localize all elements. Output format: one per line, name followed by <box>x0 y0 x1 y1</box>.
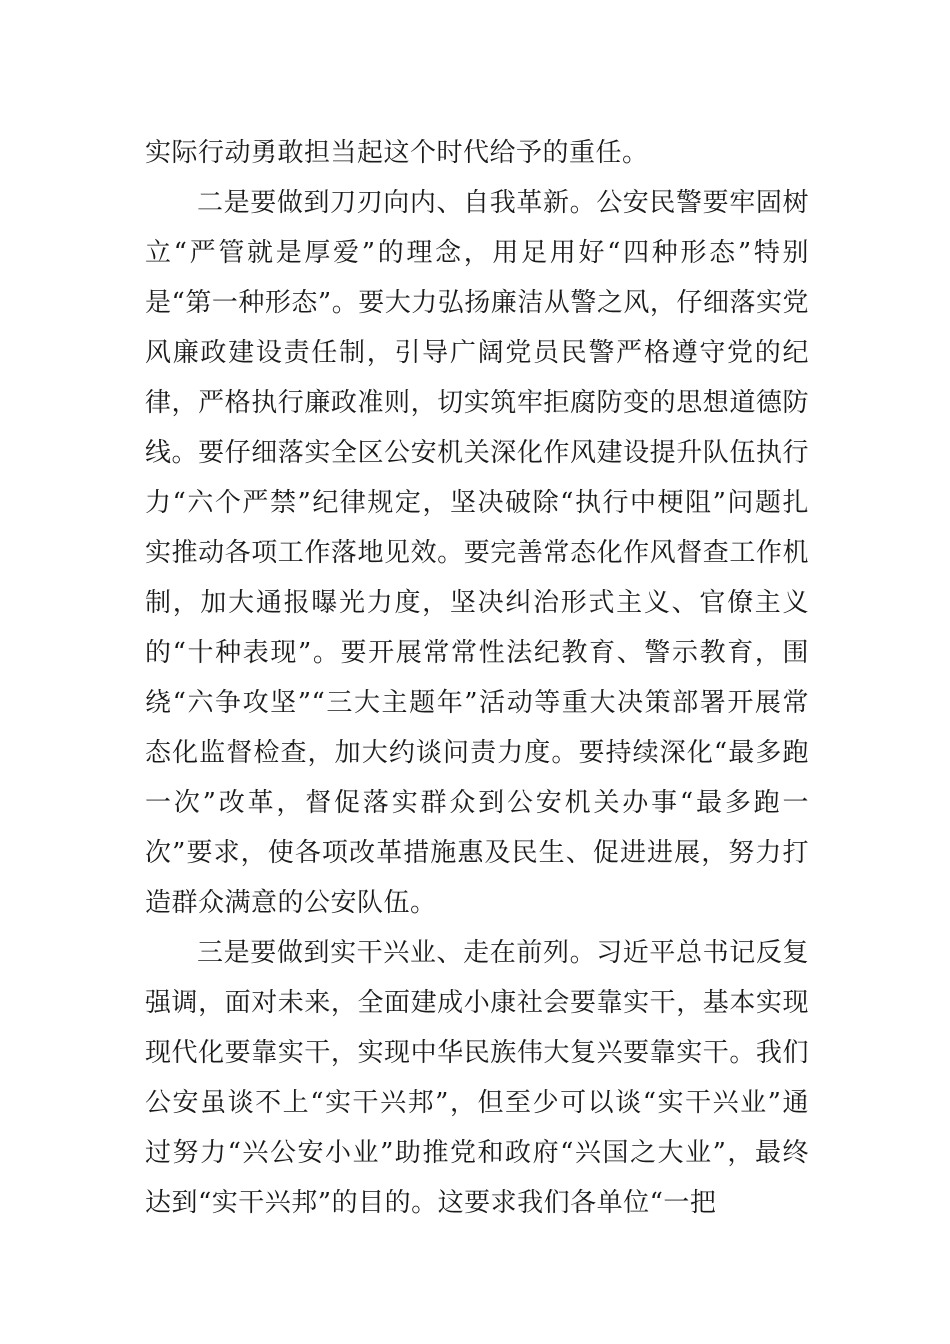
paragraph-continuation: 实际行动勇敢担当起这个时代给予的重任。 <box>145 138 649 168</box>
paragraph-second-point: 二是要做到刀刃向内、自我革新。公安民警要牢固树立“严管就是厚爱”的理念，用足用好“四种形态”特别是“第一种形态”。要大力弘扬廉洁从警之风，仔细落实党风廉政建设责任制，引导广阔党员民警严格遵守党的纪律，严格执行廉政准则，切实筑牢拒腐防变的思想道德防线。要仔细落实全区公安机关深化作风建设提升队伍执行力“六个严禁”纪律规定，坚决破除“执行中梗阻”问题扎实推动各项工作落地见效。要完善常态化作风督查工作机制，加大通报曝光力度，坚决纠治形式主义、官僚主义的“十种表现”。要开展常常性法纪教育、警示教育，围绕“六争攻坚”“三大主题年”活动等重大决策部署开展常态化监督检查，加大约谈问责力度。要持续深化“最多跑一次”改革，督促落实群众到公安机关办事“最多跑一次”要求，使各项改革措施惠及民生、促进进展，努力打造群众满意的公安队伍。 <box>145 188 809 918</box>
document-body <box>145 128 809 1228</box>
paragraph-third-point: 三是要做到实干兴业、走在前列。习近平总书记反复强调，面对未来，全面建成小康社会要靠实干，基本实现现代化要靠实干，实现中华民族伟大复兴要靠实干。我们公安虽谈不上“实干兴邦”，但至少可以谈“实干兴业”通过努力“兴公安小业”助推党和政府“兴国之大业”，最终达到“实干兴邦”的目的。这要求我们各单位“一把 <box>145 938 809 1218</box>
